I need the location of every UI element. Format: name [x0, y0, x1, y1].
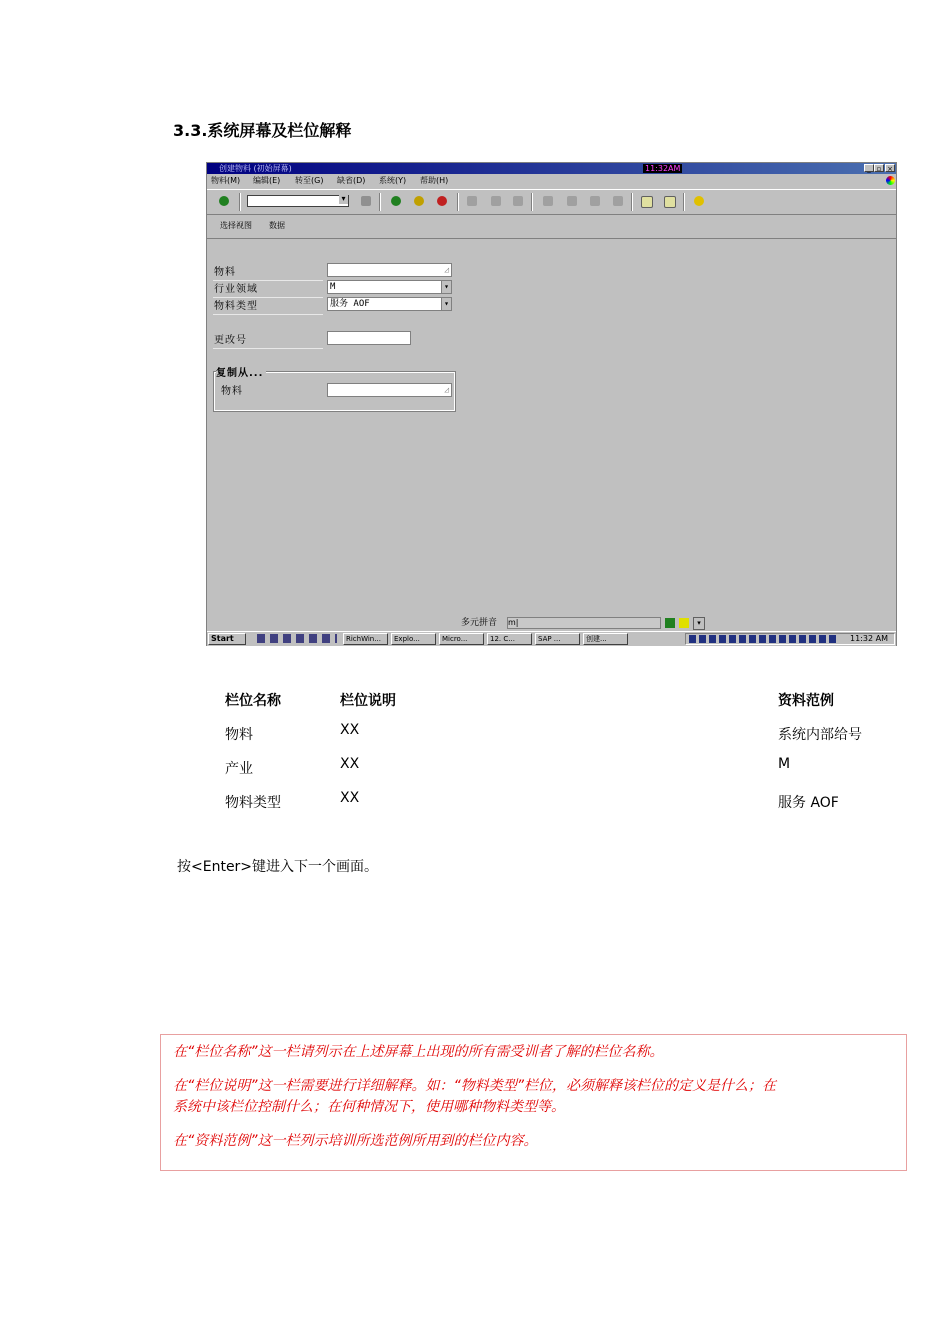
quick-launch-icons[interactable] [257, 634, 337, 643]
cancel-icon[interactable] [437, 196, 447, 206]
find-icon[interactable] [491, 196, 501, 206]
exit-icon[interactable] [414, 196, 424, 206]
toolbar-separator [379, 193, 381, 211]
material-type-select[interactable]: 服务 AOF ▾ [327, 297, 452, 311]
copy-material-input[interactable] [327, 383, 452, 397]
first-page-icon[interactable] [543, 196, 553, 206]
menu-goto[interactable]: 转至(G) [295, 176, 324, 185]
menu-system[interactable]: 系统(Y) [379, 176, 407, 185]
guidance-box [160, 1034, 907, 1171]
table-cell: 服务 AOF [778, 795, 839, 811]
col-header-example: 资料范例 [778, 693, 834, 709]
guidance-line: 在“栏位名称”这一栏请列示在上述屏幕上出现的所有需受训者了解的栏位名称。 [173, 1044, 664, 1060]
ime-input[interactable]: m| [507, 617, 661, 629]
task-microsoft[interactable]: Micro... [439, 633, 484, 645]
title-clock: 11:32AM [645, 164, 681, 173]
task-sap[interactable]: SAP ... [535, 633, 580, 645]
toolbar-separator [239, 193, 241, 211]
material-label: 物料 [214, 267, 236, 278]
menu-edit[interactable]: 编辑(E) [253, 176, 281, 185]
close-button[interactable]: × [885, 164, 895, 172]
new-session-icon[interactable] [641, 196, 653, 208]
change-number-input[interactable] [327, 331, 411, 345]
minimize-button[interactable]: _ [864, 164, 874, 172]
task-explorer[interactable]: Explo... [391, 633, 436, 645]
sap-screenshot [206, 162, 897, 646]
table-cell: XX [340, 756, 360, 772]
help-icon[interactable] [694, 196, 704, 206]
material-input[interactable] [327, 263, 452, 277]
standard-toolbar [207, 189, 896, 215]
material-type-label: 物料类型 [214, 301, 258, 312]
menu-material[interactable]: 物料(M) [211, 176, 241, 185]
table-cell: 物料类型 [225, 795, 281, 811]
menu-help[interactable]: 帮助(H) [420, 176, 449, 185]
start-button[interactable]: Start [208, 633, 246, 645]
print-icon[interactable] [467, 196, 477, 206]
menu-defaults[interactable]: 缺省(D) [337, 176, 366, 185]
copy-material-label: 物料 [221, 386, 243, 397]
table-cell: M [778, 756, 791, 772]
col-header-name: 栏位名称 [225, 693, 281, 709]
ime-dropdown-icon[interactable]: ▾ [693, 617, 705, 630]
find-next-icon[interactable] [513, 196, 523, 206]
toolbar-separator [683, 193, 685, 211]
guidance-line: 在“资料范例”这一栏列示培训所选范例所用到的栏位内容。 [173, 1133, 538, 1149]
industry-select[interactable]: M ▾ [327, 280, 452, 294]
change-number-label: 更改号 [214, 335, 247, 346]
taskbar-clock: 11:32 AM [850, 634, 888, 643]
table-cell: XX [340, 722, 360, 738]
select-views-button[interactable]: 选择视图 [220, 221, 252, 230]
application-toolbar [207, 214, 896, 239]
sap-logo-icon [886, 176, 895, 185]
shortcut-icon[interactable] [664, 196, 676, 208]
toolbar-separator [457, 193, 459, 211]
enter-icon[interactable] [219, 196, 229, 206]
window-title: 创建物料 (初始屏幕) [219, 164, 292, 173]
window-titlebar [207, 163, 896, 174]
task-12c[interactable]: 12. C... [487, 633, 532, 645]
task-create[interactable]: 创建... [583, 633, 628, 645]
ime-punct-icon[interactable] [679, 618, 689, 628]
restore-button[interactable]: ▫ [874, 164, 884, 172]
table-cell: XX [340, 790, 360, 806]
system-tray [685, 633, 895, 645]
toolbar-separator [631, 193, 633, 211]
ime-mode-icon[interactable] [665, 618, 675, 628]
ime-label: 多元拼音 [461, 618, 498, 628]
copy-from-title: 复制从... [216, 364, 266, 379]
col-header-desc: 栏位说明 [340, 693, 396, 709]
industry-label: 行业领域 [214, 284, 258, 295]
instruction-text: 按<Enter>键进入下一个画面。 [177, 859, 379, 875]
section-heading: 3.3.系统屏幕及栏位解释 [173, 121, 352, 140]
table-cell: 系统内部给号 [778, 727, 862, 743]
toolbar-separator [531, 193, 533, 211]
prev-page-icon[interactable] [567, 196, 577, 206]
tray-icons[interactable] [689, 635, 839, 643]
table-cell: 物料 [225, 727, 253, 743]
command-field[interactable] [247, 195, 349, 207]
menu-bar [207, 174, 896, 188]
save-icon[interactable] [361, 196, 371, 206]
windows-taskbar [207, 631, 896, 646]
data-button[interactable]: 数据 [269, 221, 285, 230]
table-cell: 产业 [225, 761, 253, 777]
ime-bar [459, 616, 705, 630]
task-richwin[interactable]: RichWin... [343, 633, 388, 645]
last-page-icon[interactable] [613, 196, 623, 206]
guidance-line: 系统中该栏位控制什么；在何种情况下，使用哪种物料类型等。 [173, 1099, 565, 1115]
next-page-icon[interactable] [590, 196, 600, 206]
back-icon[interactable] [391, 196, 401, 206]
guidance-line: 在“栏位说明”这一栏需要进行详细解释。如：“物料类型”栏位，必须解释该栏位的定义是什么；在 [173, 1078, 777, 1094]
